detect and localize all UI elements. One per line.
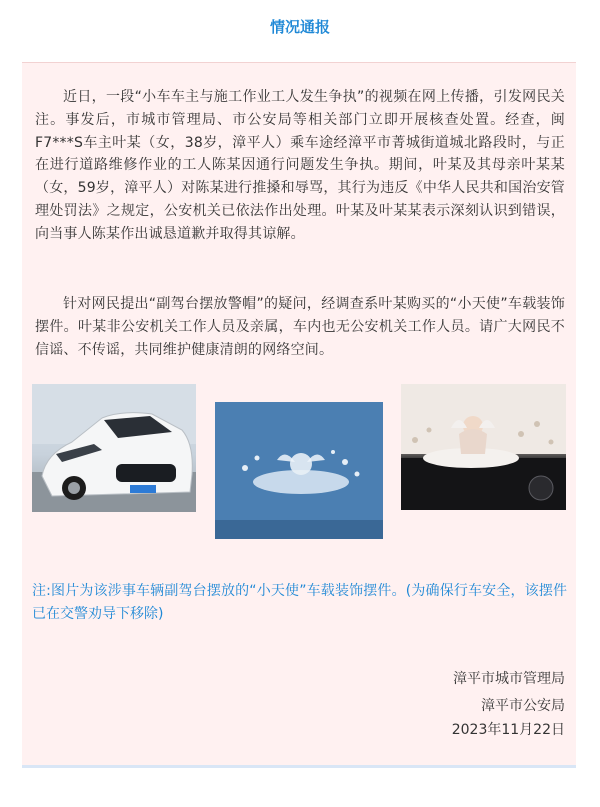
- page-title: 情况通报: [269, 18, 330, 36]
- angel-figurine-photo: [401, 384, 566, 510]
- body-paragraph-2: 针对网民提出“副驾台摆放警帽”的疑问，经调查系叶某购买的“小天使”车载装饰摆件。叶某非公安机关工作人员及亲属，车内也无公安机关工作人员。请广大网民不信谣、不传谣，共同维护健康清朗的网络空间。: [35, 296, 565, 358]
- issue-date: 2023年11月22日: [451, 722, 565, 738]
- dashboard-angel-ornament-photo: [215, 402, 383, 539]
- issuer-city-management-bureau: 漳平市城市管理局: [453, 671, 565, 687]
- body-paragraph-1: 近日，一段“小车车主与施工作业工人发生争执”的视频在网上传播，引发网民关注。事发后，市城市管理局、市公安局等相关部门立即开展核查处置。经查，闽F7***S车主叶某（女，38岁，漳平人）乘车途经漳平市菁城街道城北路段时，与正在进行道路维修作业的工人陈某因通行问题发生争执。期间，叶某及其母亲叶某某（女，59岁，漳平人）对陈某进行推搡和辱骂，其行为违反《中华人民共和国治安管理处罚法》之规定，公安机关已依法作出处理。叶某及叶某某表示深刻认识到错误，向当事人陈某作出诚恳道歉并取得其谅解。: [35, 89, 565, 242]
- issuer-public-security-bureau: 漳平市公安局: [481, 698, 565, 714]
- photo-caption-note: 注:图片为该涉事车辆副驾台摆放的“小天使”车载装饰摆件。(为确保行车安全，该摆件已在交警劝导下移除): [32, 583, 567, 622]
- white-car-photo: [32, 384, 196, 512]
